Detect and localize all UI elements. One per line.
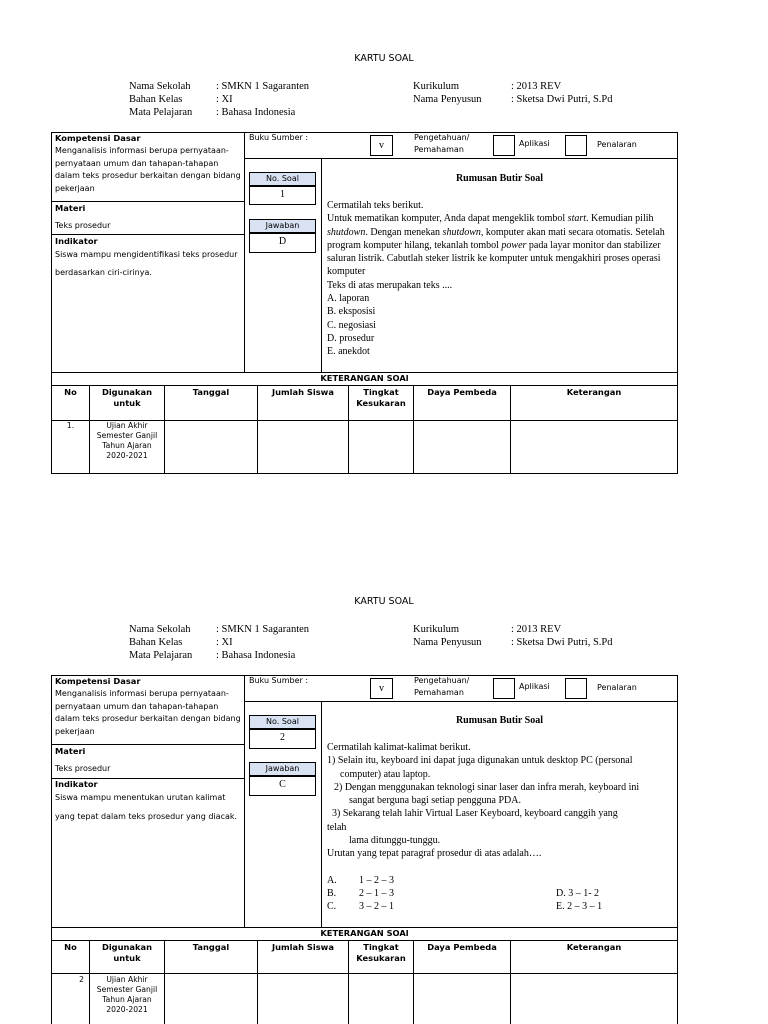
checkbox-pengetahuan[interactable] [370, 135, 393, 156]
sentence-1a: 1) Selain itu, keyboard ini dapat juga digunakan untuk desktop PC (personal [327, 755, 633, 767]
sentence-2a: 2) Dengan menggunakan teknologi sinar laser dan infra merah, keyboard ini [334, 781, 640, 793]
penalaran-label: Penalaran [597, 140, 637, 149]
checkbox-aplikasi[interactable] [493, 135, 515, 156]
materi-text: Teks prosedur [55, 764, 111, 773]
col-tingkat: Tingkat Kesukaran [356, 942, 406, 963]
pengetahuan-label: Pengetahuan/ Pemahaman [414, 676, 470, 697]
checkbox-pengetahuan[interactable] [370, 678, 393, 699]
jawaban-value: D [249, 233, 316, 253]
curriculum-label: Kurikulum [413, 81, 460, 92]
option-c: C. negosiasi [327, 319, 376, 331]
subject-label: Mata Pelajaran [129, 650, 193, 661]
header-right [413, 623, 613, 649]
school-value: : SMKN 1 Sagaranten [216, 81, 310, 92]
kd-label: Kompetensi Dasar [55, 133, 141, 143]
sentence-3b: telah [327, 821, 347, 833]
no-soal-value: 2 [249, 729, 316, 749]
option-b: 2 – 1 – 3 [359, 888, 394, 899]
option-d: D. prosedur [327, 332, 375, 344]
col-jumlah-siswa: Jumlah Siswa [272, 942, 334, 952]
kd-label: Kompetensi Dasar [55, 676, 141, 686]
curriculum-label: Kurikulum [413, 624, 460, 635]
col-daya-pembeda: Daya Pembeda [427, 387, 497, 397]
row-digunakan: Ujian Akhir Semester Ganjil Tahun Ajaran 2020-2021 [96, 975, 158, 1014]
curriculum-value: : 2013 REV [511, 624, 562, 635]
author-label: Nama Penyusun [413, 637, 482, 648]
col-no: No [64, 387, 77, 397]
curriculum-value: : 2013 REV [511, 81, 562, 92]
col-digunakan: Digunakan untuk [101, 942, 153, 963]
row-digunakan: Ujian Akhir Semester Ganjil Tahun Ajaran 2020-2021 [96, 421, 158, 460]
no-soal-label: No. Soal [249, 172, 316, 186]
header-left [129, 623, 309, 662]
indikator-text: Siswa mampu menentukan urutan kalimat yang tepat dalam teks prosedur yang diacak. [55, 793, 238, 821]
col-tingkat: Tingkat Kesukaran [356, 387, 406, 408]
option-a: A. laporan [327, 293, 370, 305]
checkbox-penalaran[interactable] [565, 135, 587, 156]
question-prompt: Urutan yang tepat paragraf prosedur di atas adalah…. [327, 848, 542, 860]
penalaran-label: Penalaran [597, 683, 637, 692]
buku-sumber: Buku Sumber : [249, 676, 309, 685]
aplikasi-label: Aplikasi [519, 682, 550, 691]
option-b: B. eksposisi [327, 306, 376, 318]
author-label: Nama Penyusun [413, 94, 482, 105]
jawaban-value: C [249, 776, 316, 796]
row-no: 2 [79, 975, 84, 984]
jawaban-label: Jawaban [249, 762, 316, 776]
grade-value: : XI [216, 637, 233, 648]
col-no: No [64, 942, 77, 952]
option-e: E. anekdot [327, 346, 370, 358]
materi-label: Materi [55, 203, 86, 213]
card-title: KARTU SOAL [354, 596, 414, 607]
option-d: D. 3 – 1- 2 [556, 888, 600, 899]
question-prompt: Teks di atas merupakan teks .... [327, 279, 453, 291]
option-e: E. 2 – 3 – 1 [556, 901, 603, 912]
no-soal-label: No. Soal [249, 715, 316, 729]
col-jumlah-siswa: Jumlah Siswa [272, 387, 334, 397]
card-title: KARTU SOAL [354, 53, 414, 64]
indikator-label: Indikator [55, 779, 98, 789]
pengetahuan-label: Pengetahuan/ Pemahaman [414, 133, 470, 154]
no-soal-value: 1 [249, 186, 316, 205]
kd-text: Menganalisis informasi berupa pernyataan-pernyataan umum dan tahapan-tahapan dalam teks prosedur berkaitan dengan bidang pekerjaan [55, 146, 241, 193]
subject-label: Mata Pelajaran [129, 107, 193, 118]
header-right [413, 80, 613, 106]
subject-value: : Bahasa Indonesia [216, 650, 296, 661]
sentence-2b: sangat berguna bagi setiap pengguna PDA. [349, 795, 521, 807]
col-keterangan: Keterangan [566, 942, 622, 952]
school-label: Nama Sekolah [129, 81, 191, 92]
grade-value: : XI [216, 94, 233, 105]
indikator-text: Siswa mampu mengidentifikasi teks prosedur berdasarkan ciri-cirinya. [55, 250, 238, 277]
school-label: Nama Sekolah [129, 624, 191, 635]
col-daya-pembeda: Daya Pembeda [427, 942, 497, 952]
check-mark: v [379, 140, 384, 151]
option-a: 1 – 2 – 3 [359, 875, 394, 886]
col-tanggal: Tanggal [192, 387, 230, 397]
rumusan-title: Rumusan Butir Soal [455, 715, 544, 726]
question-1 [327, 199, 674, 359]
question-2 [327, 741, 675, 861]
question-passage: Untuk mematikan komputer, Anda dapat mengeklik tombol start. Kemudian pilih shutdown. Dengan menekan shutdown, komputer akan mati secara otomatis. Setelah program komputer hilang, tekanlah tombol power pada layar monitor dan stabilizer saluran listrik. Cabutlah steker listrik ke komputer untuk mengakhiri proses operasi komputer [327, 213, 665, 278]
option-c-label: C. [327, 901, 337, 912]
row-no: 1. [66, 421, 75, 430]
col-tanggal: Tanggal [192, 942, 230, 952]
sentence-3c: lama ditunggu-tunggu. [349, 835, 441, 847]
sentence-1b: computer) atau laptop. [340, 768, 431, 780]
option-c: 3 – 2 – 1 [359, 901, 394, 912]
kd-text: Menganalisis informasi berupa pernyataan-pernyataan umum dan tahapan-tahapan dalam teks prosedur berkaitan dengan bidang pekerjaan [55, 689, 241, 736]
check-mark: v [379, 683, 384, 694]
grade-label: Bahan Kelas [129, 637, 183, 648]
checkbox-aplikasi[interactable] [493, 678, 515, 699]
author-value: : Sketsa Dwi Putri, S.Pd [511, 637, 613, 648]
school-value: : SMKN 1 Sagaranten [216, 624, 310, 635]
author-value: : Sketsa Dwi Putri, S.Pd [511, 94, 613, 105]
buku-sumber: Buku Sumber : [249, 133, 309, 142]
ket-title: KETERANGAN SOAl [320, 373, 409, 383]
col-digunakan: Digunakan untuk [101, 387, 153, 408]
option-a-label: A. [327, 875, 337, 886]
jawaban-label: Jawaban [249, 219, 316, 233]
ket-title: KETERANGAN SOAl [320, 928, 409, 938]
rumusan-title: Rumusan Butir Soal [455, 173, 544, 184]
grade-label: Bahan Kelas [129, 94, 183, 105]
subject-value: : Bahasa Indonesia [216, 107, 296, 118]
checkbox-penalaran[interactable] [565, 678, 587, 699]
sentence-3a: 3) Sekarang telah lahir Virtual Laser Keyboard, keyboard canggih yang [332, 808, 618, 820]
indikator-label: Indikator [55, 236, 98, 246]
materi-text: Teks prosedur [55, 221, 111, 230]
question-intro: Cermatilah kalimat-kalimat berikut. [327, 742, 471, 753]
col-keterangan: Keterangan [566, 387, 622, 397]
option-b-label: B. [327, 888, 337, 899]
aplikasi-label: Aplikasi [519, 139, 550, 148]
header-left [129, 80, 309, 119]
question-intro: Cermatilah teks berikut. [327, 200, 424, 211]
materi-label: Materi [55, 746, 86, 756]
